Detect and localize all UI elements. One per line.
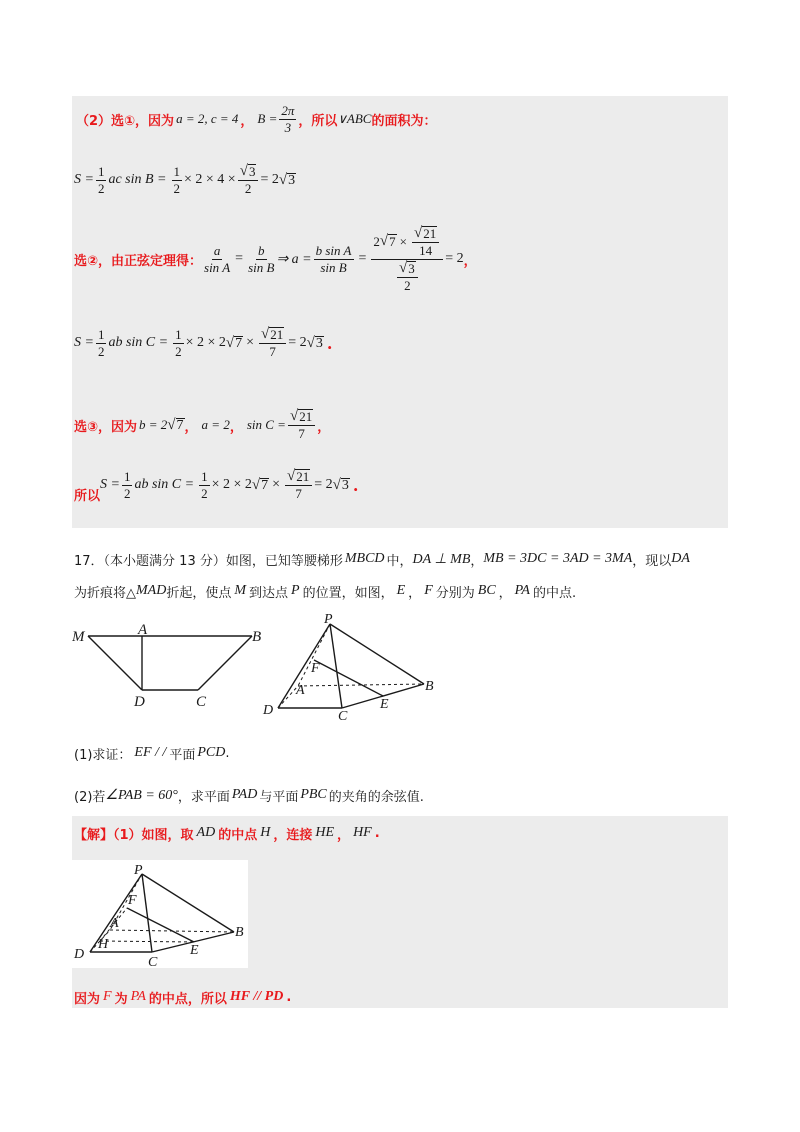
- label-e: E: [190, 943, 199, 958]
- angle-b-fraction: [279, 104, 296, 135]
- text: ，连接: [273, 827, 313, 843]
- den: 2: [97, 343, 105, 359]
- den: 2: [97, 180, 105, 196]
- big-denominator: [395, 260, 420, 293]
- text: 因为: [74, 991, 101, 1007]
- result-2: = 2: [445, 251, 464, 266]
- sinc-lhs: sin C =: [246, 417, 286, 432]
- equals: =: [235, 251, 244, 266]
- radicand: 7: [389, 234, 396, 249]
- label-p: P: [324, 612, 333, 627]
- bc: BC: [477, 583, 496, 598]
- num: b sin A: [315, 242, 352, 258]
- num: 1: [201, 468, 208, 484]
- product-expr: × 2 × 4 ×: [184, 172, 236, 187]
- expr-ac-sinb: ac sin B =: [108, 172, 167, 187]
- product-expr: × 2 × 2: [211, 477, 252, 492]
- label-b: B: [425, 679, 434, 694]
- solution-line-choice1: [76, 104, 437, 134]
- root21-over-7: [288, 409, 315, 441]
- half-fraction-2: [199, 470, 210, 501]
- text: (1)求证：: [74, 747, 132, 763]
- text: 的位置，如图，: [302, 585, 394, 601]
- s-lhs: S =: [100, 477, 120, 492]
- choice1-condition: a = 2, c = 4: [176, 111, 239, 126]
- num: 1: [123, 468, 131, 484]
- num: 1: [97, 326, 105, 342]
- label-d: D: [134, 694, 145, 710]
- den: sin B: [248, 259, 275, 275]
- half-fraction: [122, 470, 133, 501]
- text: 【解】（1）如图，取: [74, 827, 194, 843]
- radicand: 21: [423, 225, 437, 241]
- text: 折起，使点: [166, 585, 232, 601]
- da-perp-mb: DA ⊥ MB: [412, 551, 471, 567]
- pa: PA: [130, 989, 146, 1004]
- label-a: A: [110, 916, 119, 931]
- solution-line-area3: [74, 464, 358, 506]
- sqrt-7: √ 7: [379, 233, 396, 249]
- label-c: C: [196, 694, 207, 710]
- da: DA: [671, 551, 690, 566]
- den: 7: [295, 486, 302, 501]
- sqrt-21: √ 21: [412, 226, 439, 243]
- f: F: [103, 989, 112, 1004]
- question-2: [74, 784, 424, 806]
- half-fraction: [96, 165, 107, 196]
- half-fraction-2: [172, 165, 183, 196]
- den: 2: [175, 343, 182, 359]
- text: .: [225, 745, 230, 761]
- trapezoid-figure: [72, 620, 272, 710]
- pcd: PCD: [197, 745, 226, 760]
- comma-end: ，: [317, 419, 331, 435]
- triangle-abc: ∨ABC: [337, 111, 372, 126]
- s-lhs: S =: [74, 335, 94, 350]
- result-sqrt3: √ 3: [306, 334, 323, 351]
- result-eq: = 2: [288, 335, 307, 350]
- text: ，: [470, 553, 484, 569]
- label-f: F: [311, 661, 320, 676]
- sqrt-3: √ 3: [238, 164, 259, 181]
- result-eq: = 2: [314, 477, 333, 492]
- den: 2: [201, 485, 208, 501]
- sqrt-21: √ 21: [288, 409, 315, 426]
- product-expr: × 2 × 2: [185, 335, 226, 350]
- num: 1: [175, 326, 182, 342]
- text: ，: [498, 585, 512, 601]
- e: E: [396, 583, 406, 598]
- root3-over-2: [397, 261, 418, 293]
- text: .: [374, 825, 380, 841]
- equals-2: =: [358, 251, 367, 266]
- times: ×: [272, 477, 281, 492]
- root3-over-2: [238, 164, 259, 196]
- radicand: 3: [408, 260, 415, 276]
- radicand: 21: [299, 409, 313, 424]
- text: 的中点.: [532, 585, 577, 601]
- den: sin A: [204, 259, 231, 275]
- label-e: E: [380, 697, 389, 712]
- label-a: A: [296, 683, 305, 698]
- times: ×: [399, 233, 407, 249]
- hf-parallel-pd: HF // PD: [229, 989, 284, 1004]
- result-sqrt3: √ 3: [332, 476, 349, 493]
- text: .: [286, 989, 292, 1005]
- text: ，求平面: [177, 789, 230, 805]
- den: 7: [298, 426, 305, 441]
- label-h: H: [98, 937, 109, 952]
- num: b: [258, 242, 265, 258]
- angle-b-lhs: B =: [257, 111, 278, 126]
- text: 为折痕将△: [74, 585, 136, 601]
- pbc: PBC: [300, 787, 327, 802]
- choice3-label: 选③，因为: [74, 419, 138, 435]
- text: 中，: [386, 553, 413, 569]
- root21-over-14: [412, 226, 439, 258]
- he: HE: [315, 825, 335, 840]
- sqrt-7: √ 7: [251, 476, 269, 493]
- solution-line-area1: [74, 160, 296, 200]
- area-text: 的面积为：: [371, 113, 437, 129]
- f: F: [424, 583, 433, 598]
- problem17-line1: [74, 548, 690, 570]
- pad: PAD: [231, 787, 258, 802]
- den: 2: [173, 180, 181, 196]
- radicand: 21: [270, 327, 284, 342]
- b-value: b = 2: [139, 417, 168, 432]
- root21-over-7: [285, 469, 312, 501]
- problem17-line2: [74, 580, 576, 602]
- solution2-line2: [74, 986, 291, 1008]
- text: 到达点: [249, 585, 289, 601]
- label-d: D: [74, 947, 85, 962]
- den: 7: [269, 344, 276, 359]
- solution-line-choice3: [74, 404, 330, 446]
- h: H: [260, 825, 271, 840]
- radicand: 3: [341, 477, 349, 493]
- radicand: 7: [176, 417, 184, 433]
- num: 1: [97, 163, 105, 179]
- fraction-numerator: 2π: [281, 102, 295, 118]
- radicand: 3: [248, 164, 256, 179]
- pyramid-figure: [258, 612, 448, 724]
- solution-line-choice2: [74, 218, 477, 300]
- label-m: M: [72, 629, 85, 645]
- ef-parallel: EF / /: [134, 745, 167, 760]
- implies-a: ⇒ a =: [276, 251, 312, 267]
- radicand: 3: [315, 335, 323, 351]
- text: 的中点: [218, 827, 258, 843]
- den: 14: [419, 242, 433, 258]
- a-over-sina: [204, 244, 230, 275]
- solution-line-area2: [74, 322, 332, 364]
- radicand: 7: [235, 335, 243, 351]
- text: 的夹角的余弦值.: [328, 789, 424, 805]
- comma-2: ，: [229, 419, 243, 435]
- a-value: a = 2: [201, 417, 230, 432]
- half-fraction: [96, 328, 107, 359]
- ad: AD: [196, 825, 216, 840]
- b-over-sinb: [248, 244, 274, 275]
- text: 的中点，所以: [148, 991, 227, 1007]
- p: P: [291, 583, 300, 598]
- num: 1: [173, 163, 181, 179]
- times: ×: [246, 335, 255, 350]
- period: .: [352, 475, 359, 495]
- fraction-denominator: 3: [284, 119, 292, 135]
- text: 分别为: [435, 585, 475, 601]
- solution-pyramid-figure: [72, 860, 248, 968]
- result-sqrt3: √ 3: [278, 171, 296, 188]
- label-a: A: [138, 622, 148, 638]
- den: 2: [244, 181, 252, 196]
- comma-end: ，: [463, 253, 477, 269]
- pa: PA: [514, 583, 530, 598]
- text: ，: [408, 585, 422, 601]
- label-b: B: [252, 629, 262, 645]
- sqrt-21: √ 21: [259, 327, 286, 344]
- mbcd: MBCD: [344, 551, 385, 566]
- label-c: C: [148, 955, 158, 968]
- root21-over-7: [259, 327, 286, 359]
- text: 与平面: [259, 789, 299, 805]
- big-numerator: [371, 226, 443, 260]
- hf: HF: [353, 825, 372, 840]
- bsina-over-sinb: [314, 244, 354, 275]
- solution2-line1: [74, 822, 380, 844]
- label-p: P: [134, 863, 143, 878]
- label-f: F: [128, 893, 137, 908]
- den: 2: [404, 277, 411, 293]
- sqrt-7: √ 7: [225, 334, 243, 351]
- coef: 2: [373, 233, 380, 249]
- sqrt-3: √ 3: [397, 261, 418, 278]
- expr-ab-sinc: ab sin C =: [108, 335, 169, 350]
- mad: MAD: [136, 583, 167, 598]
- choice1-label: （2）选①，因为: [76, 113, 175, 129]
- label-d: D: [263, 703, 274, 718]
- radicand: 3: [288, 172, 296, 188]
- ratio-expr: MB = 3DC = 3AD = 3MA: [483, 551, 633, 566]
- den: 2: [123, 485, 131, 501]
- comma: ，: [184, 419, 198, 435]
- so-text: ，所以: [298, 113, 338, 129]
- radicand: 21: [296, 469, 310, 484]
- expr-ab-sinc: ab sin C =: [134, 477, 195, 492]
- sqrt-7: √ 7: [167, 416, 184, 433]
- text: 为: [114, 991, 128, 1007]
- result-eq: = 2: [260, 172, 279, 187]
- label-c: C: [338, 709, 348, 724]
- big-fraction: [371, 226, 443, 293]
- period: .: [326, 333, 333, 353]
- angle-pab: ∠PAB = 60°: [105, 787, 178, 803]
- text: (2)若: [74, 789, 106, 805]
- num: a: [213, 242, 221, 258]
- problem-intro: 17．（本小题满分 13 分）如图，已知等腰梯形: [74, 553, 343, 569]
- label-b: B: [235, 925, 244, 940]
- text: ，: [337, 827, 351, 843]
- radicand: 7: [261, 477, 269, 493]
- text: ，现以: [632, 553, 672, 569]
- s-lhs: S =: [74, 172, 94, 187]
- choice2-label: 选②，由正弦定理得：: [74, 253, 203, 269]
- question-1: [74, 742, 229, 764]
- m: M: [234, 583, 247, 598]
- text: 平面: [169, 747, 196, 763]
- comma: ，: [240, 113, 254, 129]
- half-fraction-2: [173, 328, 184, 359]
- sqrt-21: √ 21: [285, 469, 312, 486]
- therefore-label: 所以: [74, 489, 101, 504]
- den: sin B: [320, 259, 347, 275]
